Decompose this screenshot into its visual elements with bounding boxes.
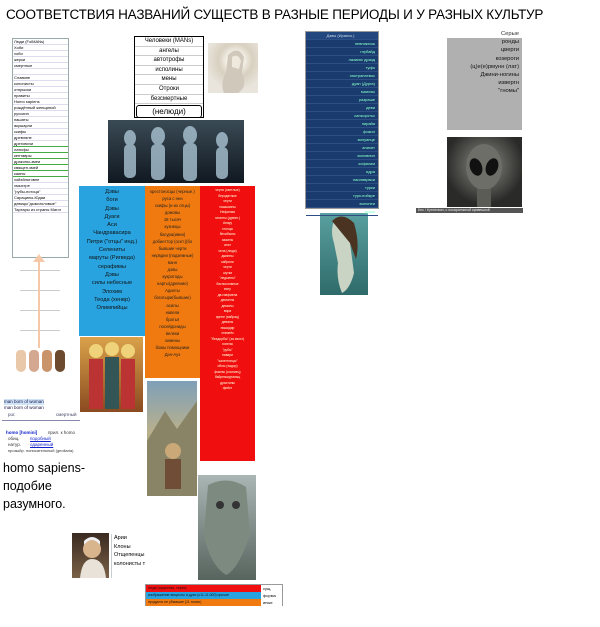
legend-label: сущ.: [261, 585, 282, 592]
list-item: "рубы-потоца": [13, 189, 68, 195]
list-item: гиганты (древн.): [215, 215, 240, 220]
list-item: исполины: [135, 66, 203, 76]
list-item: жерки: [13, 57, 68, 63]
giants-list-orange: [145, 186, 200, 378]
list-item: домовы: [164, 210, 181, 216]
list-item: 18 тысяч: [163, 217, 182, 223]
list-item: Дэвы: [105, 189, 119, 195]
list-item: Питри ("отцы" инд.): [86, 238, 138, 245]
list-item: байрехкидтаныц: [214, 375, 241, 379]
demons-list-red: [200, 186, 255, 461]
list-item: хохелы: [221, 342, 234, 346]
list-item: Дэвы: [105, 205, 119, 212]
list-item: колонисты т: [114, 560, 145, 567]
list-item: фиёкт: [222, 386, 233, 390]
list-item: вату: [224, 287, 231, 291]
latin-link[interactable]: подобный: [30, 436, 51, 441]
list-item: дв-гивфиела: [217, 292, 238, 297]
grey-alien-image: [447, 137, 522, 207]
mountain-beings-image: [147, 381, 197, 496]
page-title: СООТВЕТСТВИЯ НАЗВАНИЙ СУЩЕСТВ В РАЗНЫЕ ПЕРИОДЫ И У РАЗНЫХ КУЛЬТУР: [6, 7, 544, 22]
list-item: хойэйльтовне: [13, 177, 68, 183]
list-item: посейдониды: [159, 323, 186, 329]
list-item: кукротоды: [162, 274, 183, 280]
list-item: маихэы: [306, 88, 378, 96]
list-item: братья: [165, 316, 180, 322]
list-item: облы (эадор): [217, 364, 238, 368]
list-item: деви: [306, 104, 378, 112]
list-item: бесибыны: [219, 232, 236, 236]
latin-line: прозыйр. пописательный (geoliaria): [8, 448, 74, 453]
list-item: черти: [223, 199, 232, 203]
list-item: азаилы: [221, 237, 234, 242]
nonhumans-label: (нелюди): [136, 105, 202, 118]
list-item: Элохим: [102, 288, 122, 295]
left-name-list: [12, 38, 69, 258]
list-item: цверги: [500, 47, 519, 54]
legend-swatch-text: продукты не убывшие (11 тысяч): [146, 599, 261, 606]
list-item: турк-пойкре: [306, 192, 378, 200]
list-item: асилы: [166, 302, 179, 308]
homo-sapiens-text: [3, 459, 85, 513]
jinn-caption: Бес / Кутлехвон, с посаропчиной кривешкой: [418, 208, 490, 212]
list-item: "ледыены": [219, 276, 236, 280]
legend-row: [146, 599, 282, 606]
list-item: козероги: [495, 55, 519, 62]
list-item: фокил: [306, 128, 378, 136]
list-item: боги: [106, 197, 118, 204]
grey-beings-list: [447, 30, 522, 130]
list-item: Клоны: [114, 543, 131, 550]
list-item: пашаты: [13, 117, 68, 123]
note-line: man born of woman: [4, 405, 44, 410]
list-item: латифы: [13, 147, 68, 153]
list-item: волуанце: [306, 136, 378, 144]
list-item: ядра: [306, 168, 378, 176]
list-item: чела (люди): [218, 248, 237, 253]
list-item: мены: [135, 75, 203, 85]
legend-row: [146, 592, 282, 599]
list-item: кофисим: [306, 160, 378, 168]
list-item: Джини-ногины: [480, 72, 519, 79]
list-item: каины: [13, 171, 68, 177]
face-image: [42, 350, 52, 372]
list-item: демонты: [220, 298, 235, 302]
list-item: Отщепенцы: [114, 552, 145, 558]
list-item: дурки: [306, 208, 378, 216]
list-item: автотрофы: [135, 56, 203, 66]
list-item: нервдни (подземные): [151, 252, 194, 258]
note-line: man born of woman: [4, 399, 44, 404]
divider-line: [2, 420, 80, 421]
list-item: богатыри(бывшие): [154, 295, 191, 301]
list-item: ангелы: [135, 47, 203, 57]
list-item: Дэвы: [105, 271, 119, 278]
list-item: рождённый женщиной: [13, 105, 68, 111]
sapiens-line: подобие: [3, 479, 52, 493]
list-item: хашшахны: [219, 204, 236, 209]
list-item: безсмертные: [135, 95, 203, 105]
latin-line: натур.: [8, 442, 21, 447]
list-item: Олимпийцы: [96, 305, 128, 312]
list-item: скифы (и их отцы): [154, 203, 191, 209]
face-image: [55, 350, 65, 372]
list-item: черти: [223, 265, 232, 269]
latin-line: homo [homini]: [6, 430, 38, 435]
gods-list-blue: [79, 186, 145, 336]
list-item: нишадир: [220, 325, 235, 330]
list-item: Теода (хенвр): [94, 296, 130, 303]
list-item: санкоротьс: [306, 112, 378, 120]
list-item: хоби: [13, 51, 68, 57]
face-image: [16, 350, 26, 372]
list-item: паиляврвои: [306, 176, 378, 184]
list-item: кузнецы: [164, 224, 181, 230]
list-item: Тартары из страны Магог: [13, 207, 68, 213]
note-line: pur.: [8, 412, 16, 417]
list-item: шутки: [222, 270, 233, 275]
list-item: (ц)е(е)рмунн (лат): [470, 63, 519, 70]
legend-swatch-text: изображение вещесты и духи (с11-11:000) прочие: [146, 592, 261, 599]
list-item: химены: [165, 337, 180, 343]
list-item: хтонцы: [222, 226, 233, 231]
list-item: "калегтинцы": [217, 358, 238, 363]
color-legend: [145, 584, 283, 606]
mermaid-image: [320, 213, 368, 295]
legend-label: иные: [261, 599, 282, 606]
list-item: дреговичи: [13, 141, 68, 147]
divider-line: [20, 310, 60, 311]
list-item: Адинты: [165, 288, 180, 294]
sapiens-line: homo sapiens-: [3, 461, 85, 475]
face-image: [29, 350, 39, 372]
list-item: джинны: [221, 254, 234, 258]
list-item: вира: [223, 309, 232, 313]
list-item: добиеттор (осет.)(бо: [152, 238, 193, 244]
list-item: навари: [222, 353, 233, 357]
saints-icon-image: [80, 337, 143, 412]
list-item: девицы"дымоголовые": [13, 201, 68, 207]
list-item: волхвнил: [306, 152, 378, 160]
list-item: Нефилим: [220, 210, 235, 214]
list-item: Славяне: [13, 75, 68, 81]
list-item: нарты(древние): [157, 281, 188, 287]
list-item: фаины (сосниец): [214, 369, 241, 374]
list-item: Люди (FolMANs): [13, 39, 68, 45]
legend-row: [146, 585, 282, 592]
list-item: Дэн-Ауэ: [164, 352, 181, 358]
list-item: отпрыски: [13, 87, 68, 93]
legend-swatch-text: люди (существа, черти): [146, 585, 261, 592]
list-item: Арии: [114, 535, 127, 541]
note-line: смертный: [56, 412, 77, 417]
list-item: беродятные: [218, 193, 237, 198]
list-item: Хоби: [13, 45, 68, 51]
list-item: туфо: [306, 64, 378, 72]
list-item: Homo sapiens: [13, 99, 68, 105]
list-item: ронды: [501, 39, 519, 46]
list-item: дэвы: [167, 267, 178, 273]
list-item: маруты (Ригведа): [89, 255, 135, 262]
list-item: невникхиш: [306, 40, 378, 48]
list-item: кентавры: [13, 153, 68, 159]
list-item: ахят: [224, 243, 231, 247]
list-item: турки: [306, 184, 378, 192]
list-item: "гномы": [498, 88, 519, 95]
latin-line: прил. к homo: [48, 430, 76, 435]
jinn-caption-bar: [416, 208, 523, 213]
list-item: божы помощники: [155, 345, 190, 351]
arii-portrait-image: [72, 533, 109, 578]
list-item: пирайа: [306, 120, 378, 128]
list-item: серафимы: [98, 263, 126, 270]
list-item: драконы-змеи: [13, 159, 68, 165]
list-item: Чандравасира: [93, 230, 131, 237]
list-item: Аси: [107, 222, 117, 229]
list-item: силы небесные: [91, 280, 133, 287]
arii-list: [111, 534, 145, 578]
list-item: скифы: [13, 129, 68, 135]
list-item: дуан (Дурга): [306, 80, 378, 88]
divider-line: [20, 270, 60, 271]
ghost-figures-image: [108, 120, 244, 183]
list-item: каброни: [221, 259, 234, 264]
list-item: хтамеёк: [221, 331, 234, 335]
latin-line: обиц.: [8, 436, 20, 441]
list-item: деваны: [221, 320, 234, 324]
list-item: ярнне (вабрац): [215, 314, 240, 319]
list-item: навели: [165, 309, 180, 315]
list-item: смертные: [13, 63, 68, 69]
list-item: Серые: [447, 30, 522, 38]
list-item: демоны: [221, 303, 234, 308]
list-item: глубайд: [306, 48, 378, 56]
list-item: ванн: [167, 259, 178, 265]
list-item: колонисты: [13, 81, 68, 87]
list-item: Человеки (MANs): [135, 37, 203, 47]
humans-list: [134, 36, 204, 118]
list-item: Отроки: [135, 85, 203, 95]
list-item: "рубы": [222, 347, 233, 352]
list-item: Дзвы (Иранск.): [306, 32, 378, 40]
creature-carving-image: [198, 475, 256, 580]
divider-line: [20, 290, 60, 291]
list-item: древляне: [13, 135, 68, 141]
list-item: руссиин: [13, 111, 68, 117]
jinn-list: [305, 31, 379, 214]
arrow-shaft: [38, 260, 40, 348]
latin-link[interactable]: одаренный: [30, 442, 54, 447]
list-item: Селениты: [98, 247, 126, 254]
list-item: хмыхтре: [13, 183, 68, 189]
list-item: бывшие черти: [158, 245, 187, 251]
list-item: Анауу: [222, 221, 233, 225]
list-item: "беадорбы" (за хвост): [210, 336, 245, 341]
list-item: священ.змей: [13, 165, 68, 171]
list-item: басура(ивни): [159, 231, 186, 237]
list-item: лазикнс дразд: [306, 56, 378, 64]
list-item: крестоносцы (черные.): [150, 189, 195, 194]
list-item: Дуаги: [104, 213, 120, 220]
list-item: акушарли: [13, 123, 68, 129]
divider-line: [20, 330, 60, 331]
sapiens-line: разумного.: [3, 497, 66, 511]
list-item: волонеи: [306, 200, 378, 208]
list-item: анихит: [306, 144, 378, 152]
list-item: извергн: [498, 80, 519, 87]
pale-figure-image: [208, 43, 258, 93]
list-item: велеки: [165, 330, 180, 336]
legend-label: форма: [261, 592, 282, 599]
list-item: руса с неи: [162, 196, 183, 202]
list-item: Сарацины-Юдаи: [13, 195, 68, 201]
list-item: драстины: [220, 380, 235, 385]
list-item: баснословные: [216, 281, 239, 286]
list-item: черти (светлые): [215, 188, 240, 192]
list-item: правиты: [13, 93, 68, 99]
list-item: хаотранхевос: [306, 72, 378, 80]
list-item: разраше: [306, 96, 378, 104]
